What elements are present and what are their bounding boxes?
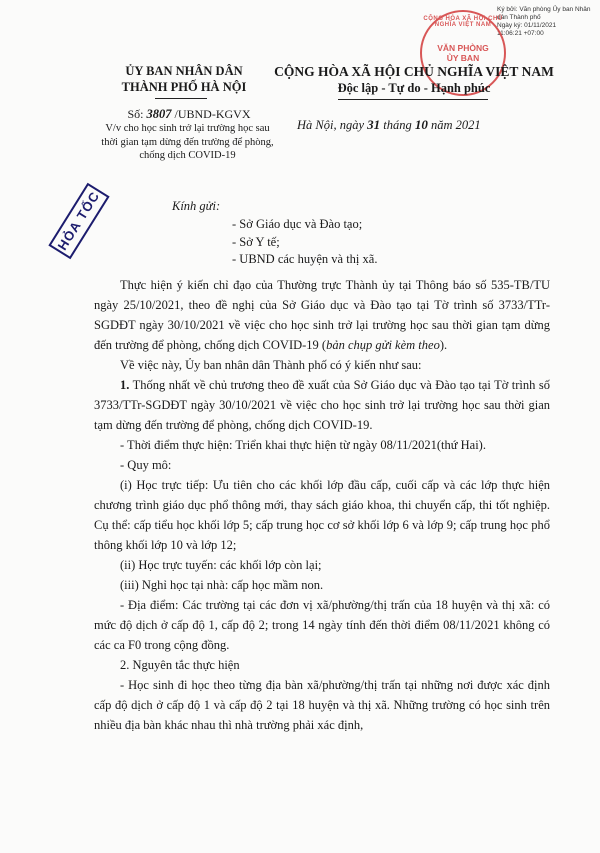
paragraph-section-1 bbox=[94, 375, 550, 435]
seal-line-2: ỦY BAN bbox=[446, 53, 480, 63]
doc-number-prefix: Số: bbox=[127, 107, 147, 121]
sign-date: Ngày ký: 01/11/2021 bbox=[497, 22, 557, 29]
doc-number-value: 3807 bbox=[146, 107, 172, 121]
date-day: 31 bbox=[367, 117, 381, 132]
document-body bbox=[94, 275, 550, 735]
signed-by: Ký bởi: Văn phòng Ủy ban Nhân dân Thành phố bbox=[497, 6, 591, 21]
digital-signature-info bbox=[497, 6, 597, 38]
paragraph-timing: - Thời điểm thực hiện: Triển khai thực hiện từ ngày 08/11/2021(thứ Hai). bbox=[120, 438, 486, 452]
date-month: 10 bbox=[414, 117, 428, 132]
seal-ring-text: CỘNG HÒA XÃ HỘI CHỦ NGHĨA VIỆT NAM bbox=[423, 16, 503, 28]
paragraph-opinion: Về việc này, Ủy ban nhân dân Thành phố có ý kiến như sau: bbox=[120, 358, 422, 372]
sign-time: 11:06:21 +07:00 bbox=[497, 30, 544, 37]
paragraph-online-learning: (ii) Học trực tuyến: các khối lớp còn lại; bbox=[120, 558, 322, 572]
org-line-1: ỦY BAN NHÂN DÂN bbox=[125, 64, 243, 78]
doc-number-suffix: /UBND-KGVX bbox=[171, 107, 251, 121]
org-underline bbox=[155, 98, 207, 99]
paragraph-direct-learning: (i) Học trực tiếp: Ưu tiên cho các khối lớp đầu cấp, cuối cấp và các lớp thực hiện chương trình giáo dục phổ thông mới, thay sách giáo khoa, thi chuyển cấp, thi tốt nghiệp. Cụ thể: cấp tiểu học khối lớp 5; cấp trung học cơ sở khối lớp 6 và lớp 9; cấp trung học phổ thông khối lớp 10 và lớp 12; bbox=[94, 478, 550, 552]
issuing-organization bbox=[98, 63, 270, 95]
intro-end: ). bbox=[439, 338, 448, 352]
date-suffix: năm 2021 bbox=[427, 118, 481, 132]
recipient-item: - Sở Giáo dục và Đào tạo; bbox=[232, 217, 363, 231]
recipient-item: - Sở Y tế; bbox=[232, 234, 280, 249]
intro-italic: bản chụp gửi kèm theo bbox=[326, 338, 440, 352]
paragraph-intro bbox=[94, 275, 550, 355]
document-number bbox=[109, 107, 269, 121]
paragraph-location: - Địa điểm: Các trường tại các đơn vị xã/phường/thị trấn của 18 huyện và thị xã: có mức độ dịch ở cấp độ 1, cấp độ 2; trong 14 ngày tính đến thời điểm 08/11/2021 không có các ca F0 trong cộng đồng. bbox=[94, 598, 550, 652]
national-header bbox=[262, 63, 566, 97]
section-1-text: Thống nhất về chủ trương theo đề xuất của Sở Giáo dục và Đào tạo tại Tờ trình số 3733/TTr-SGDĐT ngày 30/10/2021 về việc cho học sinh trở lại trường học sau thời gian tạm dừng đến trường để phòng, chống dịch COVID-19. bbox=[94, 378, 550, 432]
urgent-stamp: HỎA TỐC bbox=[48, 183, 109, 260]
nation-title: CỘNG HÒA XÃ HỘI CHỦ NGHĨA VIỆT NAM bbox=[274, 64, 554, 79]
paragraph-section-2: 2. Nguyên tắc thực hiện bbox=[120, 658, 240, 672]
greeting: Kính gửi: bbox=[172, 199, 221, 213]
document-subject: V/v cho học sinh trở lại trường học sau thời gian tạm dừng đến trường để phòng, chống dịch COVID-19 bbox=[101, 123, 274, 161]
intro-text: Thực hiện ý kiến chỉ đạo của Thường trực Thành ủy tại Thông báo số 535-TB/TU ngày 25/10/2021, theo đề nghị của Sở Giáo dục và Đào tạo tại Tờ trình số 3733/TTr-SGDĐT ngày 30/10/2021 về việc cho học sinh trở lại trường học sau thời gian tạm dừng đến trường để phòng, chống dịch COVID-19 ( bbox=[94, 278, 550, 352]
paragraph-scale: - Quy mô: bbox=[120, 458, 172, 472]
recipient-list bbox=[232, 216, 377, 269]
place-and-date bbox=[297, 117, 481, 133]
section-1-number: 1. bbox=[120, 378, 130, 392]
date-prefix: Hà Nội, ngày bbox=[297, 118, 368, 132]
org-line-2: THÀNH PHỐ HÀ NỘI bbox=[121, 80, 247, 94]
motto-underline bbox=[338, 99, 488, 100]
date-mid: tháng bbox=[380, 118, 415, 132]
paragraph-home-learning: (iii) Nghỉ học tại nhà: cấp học mầm non. bbox=[120, 578, 324, 592]
nation-motto: Độc lập - Tự do - Hạnh phúc bbox=[337, 81, 491, 95]
seal-line-1: VĂN PHÒNG bbox=[437, 43, 489, 53]
recipient-item: - UBND các huyện và thị xã. bbox=[232, 252, 378, 266]
paragraph-principles: - Học sinh đi học theo từng địa bàn xã/phường/thị trấn tại những nơi được xác định cấp độ dịch ở cấp độ 1 và cấp độ 2 tại 18 huyện và thị xã. Những trường có học sinh trên nhiều địa bàn khác nhau thì nhà trường phải xác định, bbox=[94, 678, 550, 732]
